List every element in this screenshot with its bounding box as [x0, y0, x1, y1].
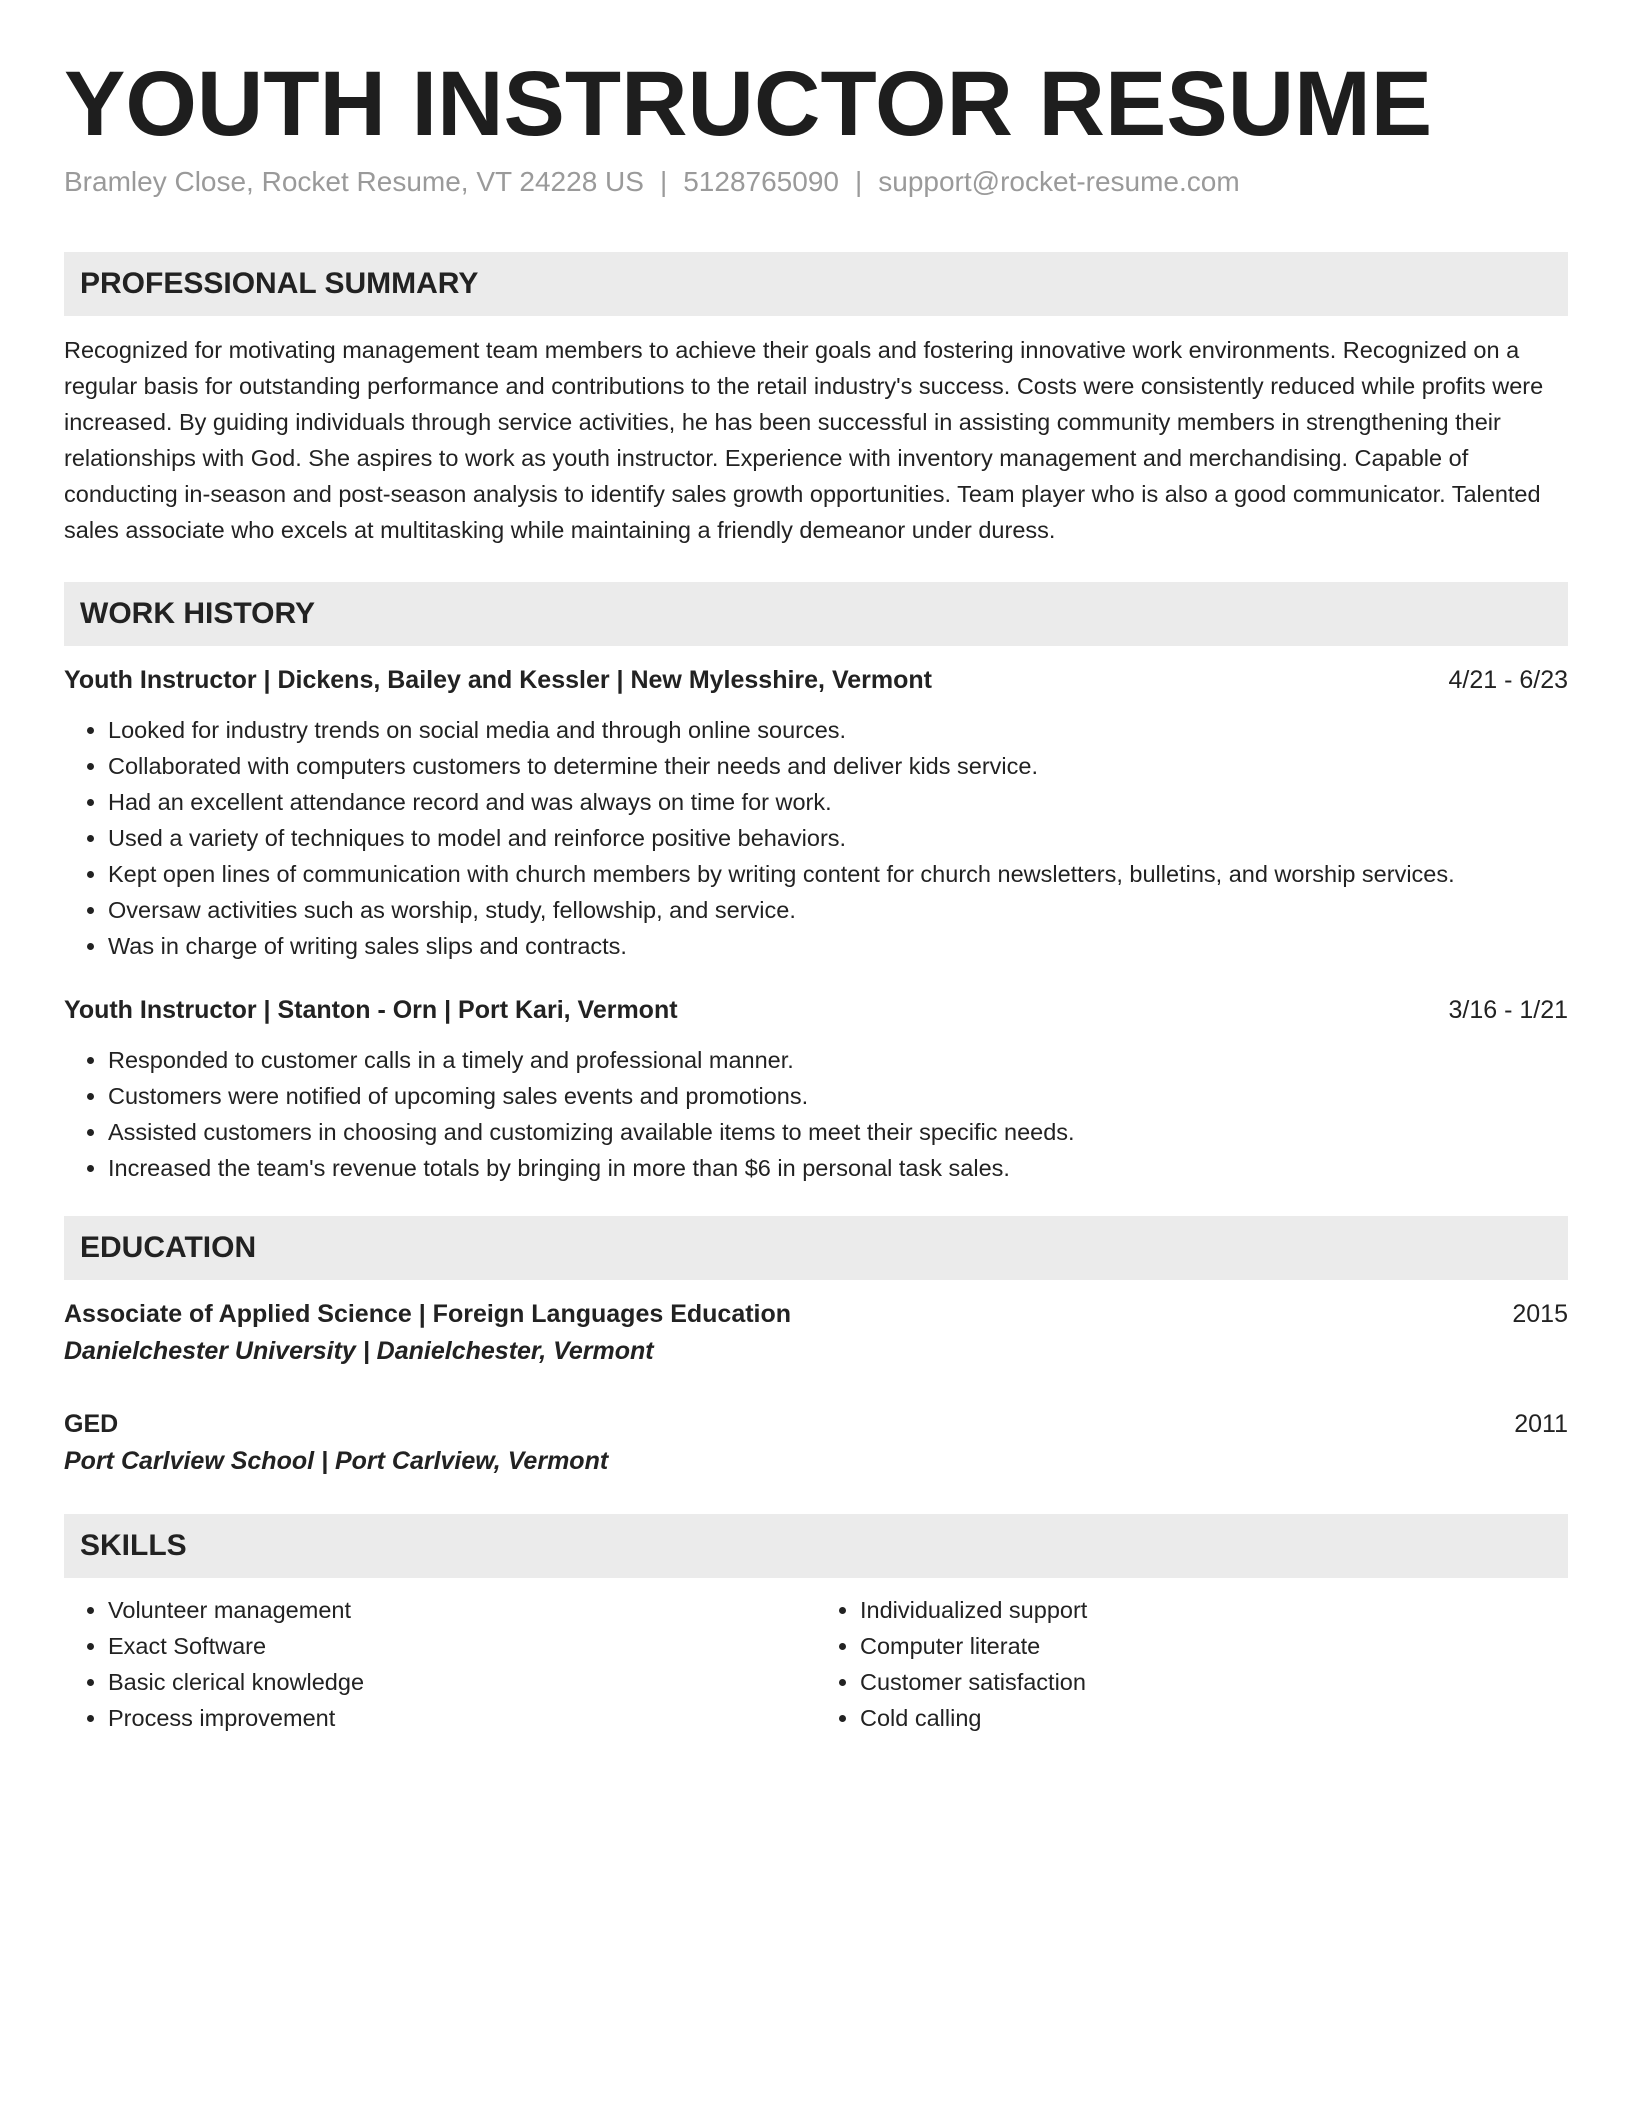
- job-bullets: [64, 712, 1568, 964]
- education-degree: GED: [64, 1410, 119, 1438]
- skill-item: • Process improvement: [108, 1700, 816, 1736]
- skill-item: • Computer literate: [860, 1628, 1568, 1664]
- education-degree: Associate of Applied Science | Foreign Languages Education: [64, 1300, 792, 1328]
- job-bullets: [64, 1042, 1568, 1186]
- job-bullet: • Assisted customers in choosing and customizing available items to meet their specific needs.: [108, 1114, 1568, 1150]
- contact-phone: 5128765090: [683, 166, 839, 197]
- resume-title: YOUTH INSTRUCTOR RESUME: [64, 53, 1433, 155]
- job-bullet: • Oversaw activities such as worship, study, fellowship, and service.: [108, 892, 1568, 928]
- education-school: Danielchester University | Danielchester, Vermont: [64, 1337, 654, 1365]
- contact-address: Bramley Close, Rocket Resume, VT 24228 US: [64, 166, 644, 197]
- summary-text: Recognized for motivating management team members to achieve their goals and fostering innovative work environments. Recognized on a regular basis for outstanding performance and contributions to the retail industry's success. Costs were consistently reduced while profits were increased. By guiding individuals through service activities, he has been successful in assisting community members in strengthening their relationships with God. She aspires to work as youth instructor. Experience with inventory management and merchandising. Capable of conducting in-season and post-season analysis to identify sales growth opportunities. Team player who is also a good communicator. Talented sales associate who excels at multitasking while maintaining a friendly demeanor under duress.: [64, 337, 1544, 543]
- job-dates: 3/16 - 1/21: [1448, 996, 1568, 1024]
- skill-item: • Volunteer management: [108, 1592, 816, 1628]
- job-bullet: • Responded to customer calls in a timely and professional manner.: [108, 1042, 1568, 1078]
- job-title: Youth Instructor | Stanton - Orn | Port Kari, Vermont: [64, 996, 678, 1024]
- skill-item: • Basic clerical knowledge: [108, 1664, 816, 1700]
- section-heading-education: EDUCATION: [64, 1216, 1568, 1280]
- job-title: Youth Instructor | Dickens, Bailey and Kessler | New Mylesshire, Vermont: [64, 666, 932, 694]
- skill-item: • Cold calling: [860, 1700, 1568, 1736]
- section-heading-work-history: WORK HISTORY: [64, 582, 1568, 646]
- skills-list: [64, 1592, 1568, 1736]
- job-entry: [64, 662, 1568, 964]
- skills-column-left: [64, 1592, 816, 1736]
- job-bullet: • Had an excellent attendance record and was always on time for work.: [108, 784, 1568, 820]
- job-dates: 4/21 - 6/23: [1448, 666, 1568, 694]
- education-entry: [64, 1406, 1568, 1480]
- job-bullet: • Kept open lines of communication with church members by writing content for church newsletters, bulletins, and worship services.: [108, 856, 1568, 892]
- education-year: 2011: [1514, 1410, 1568, 1438]
- section-heading-skills: SKILLS: [64, 1514, 1568, 1578]
- contact-email: support@rocket-resume.com: [878, 166, 1240, 197]
- skill-item: • Customer satisfaction: [860, 1664, 1568, 1700]
- section-heading-summary: PROFESSIONAL SUMMARY: [64, 252, 1568, 316]
- skill-item: • Exact Software: [108, 1628, 816, 1664]
- job-bullet: • Customers were notified of upcoming sales events and promotions.: [108, 1078, 1568, 1114]
- job-bullet: • Used a variety of techniques to model and reinforce positive behaviors.: [108, 820, 1568, 856]
- contact-separator: |: [854, 166, 863, 197]
- education-year: 2015: [1512, 1300, 1568, 1328]
- job-bullet: • Was in charge of writing sales slips and contracts.: [108, 928, 1568, 964]
- education-school: Port Carlview School | Port Carlview, Vermont: [64, 1447, 609, 1475]
- skills-column-right: [816, 1592, 1568, 1736]
- job-entry: [64, 992, 1568, 1186]
- job-bullet: • Looked for industry trends on social media and through online sources.: [108, 712, 1568, 748]
- job-bullet: • Collaborated with computers customers to determine their needs and deliver kids service.: [108, 748, 1568, 784]
- contact-line: [64, 164, 1568, 200]
- education-entry: [64, 1296, 1568, 1370]
- skill-item: • Individualized support: [860, 1592, 1568, 1628]
- job-bullet: • Increased the team's revenue totals by bringing in more than $6 in personal task sales.: [108, 1150, 1568, 1186]
- contact-separator: |: [659, 166, 668, 197]
